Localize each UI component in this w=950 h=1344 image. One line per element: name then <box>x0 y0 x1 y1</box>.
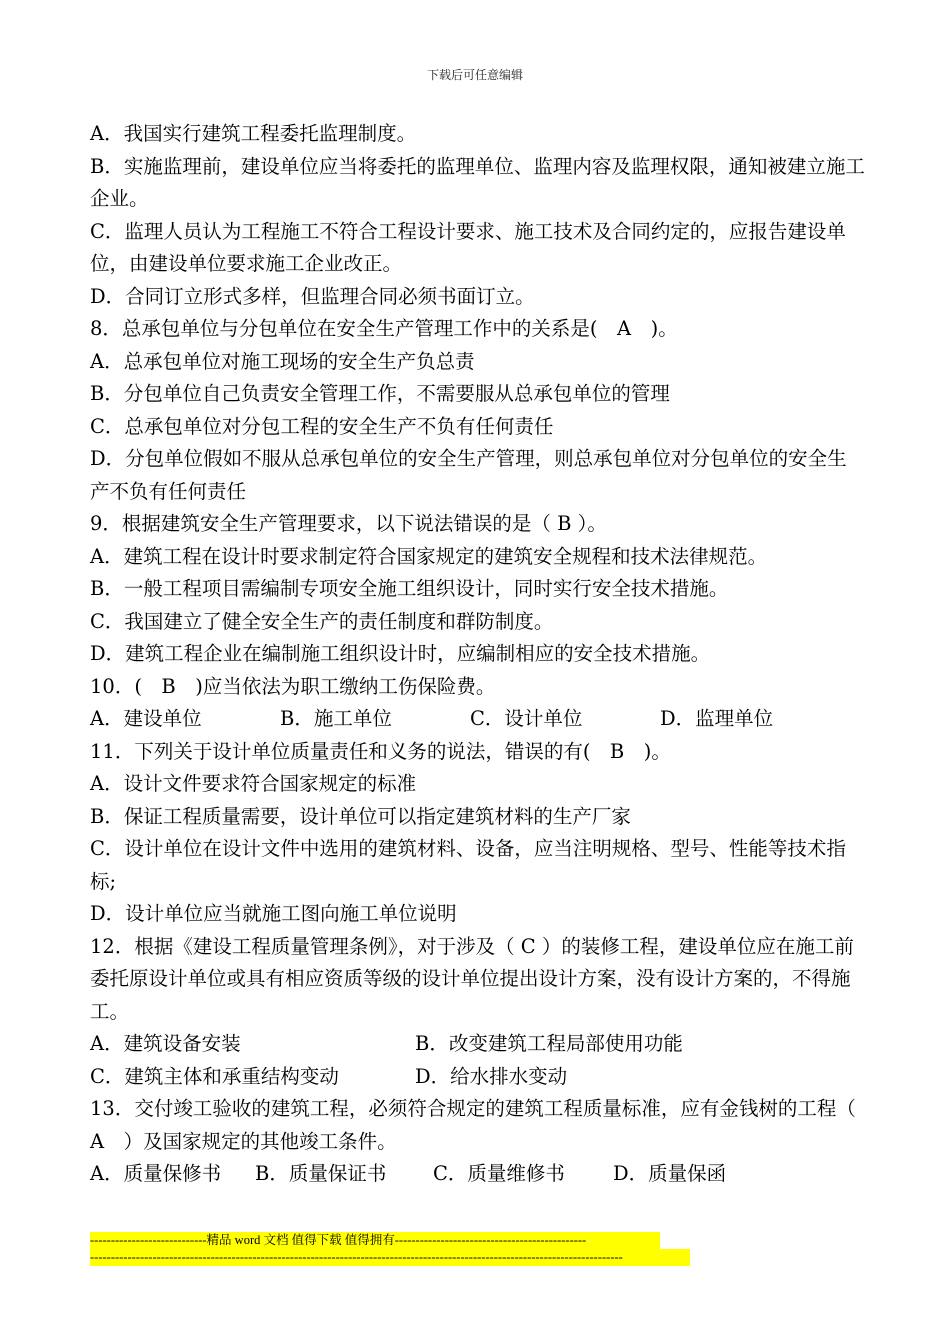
option-c: C．质量维修书 <box>433 1162 565 1185</box>
option-line: C．总承包单位对分包工程的安全生产不负有任何责任 <box>90 414 554 438</box>
question-13: 13．交付竣工验收的建筑工程，必须符合规定的建筑工程质量标准，应有金钱树的工程（ A ）及国家规定的其他竣工条件。 <box>90 1097 876 1153</box>
option-line: B．一般工程项目需编制专项安全施工组织设计，同时实行安全技术措施。 <box>90 577 729 600</box>
option-c: C．建筑主体和承重结构变动 <box>90 1064 339 1088</box>
option-line: D．建筑工程企业在编制施工组织设计时，应编制相应的安全技术措施。 <box>90 642 711 665</box>
option-line: B．分包单位自己负责安全管理工作，不需要服从总承包单位的管理 <box>90 382 670 405</box>
option-b: B．质量保证书 <box>255 1162 387 1185</box>
option-d: D．监理单位 <box>660 707 774 730</box>
document-body <box>90 118 876 1191</box>
footer-line: ----------------------------精品 word 文档 值得下载 值得拥有---------------------------------------------- <box>90 1232 660 1249</box>
page-header: 下载后可任意编辑 <box>426 68 523 82</box>
question-9: 9．根据建筑安全生产管理要求，以下说法错误的是（ B ）。 <box>90 512 607 535</box>
option-d: D．给水排水变动 <box>415 1064 568 1088</box>
question-10: 10．( B )应当依法为职工缴纳工伤保险费。 <box>90 674 496 698</box>
footer-banner <box>90 1232 690 1266</box>
option-line: C．我国建立了健全安全生产的责任制度和群防制度。 <box>90 609 554 633</box>
option-line: A．总承包单位对施工现场的安全生产负总责 <box>90 349 475 373</box>
option-c: C．设计单位 <box>470 707 583 730</box>
option-line: D．设计单位应当就施工图向施工单位说明 <box>90 902 457 925</box>
option-line: D．合同订立形式多样，但监理合同必须书面订立。 <box>90 284 535 308</box>
options-row <box>90 703 865 736</box>
option-line: B．实施监理前，建设单位应当将委托的监理单位、监理内容及监理权限，通知被建立施工企业。 <box>90 154 865 210</box>
option-line: C．设计单位在设计文件中选用的建筑材料、设备，应当注明规格、型号、性能等技术指标; <box>90 837 846 893</box>
option-line: A．建筑工程在设计时要求制定符合国家规定的建筑安全规程和技术法律规范。 <box>90 544 768 568</box>
option-a: A．质量保修书 <box>90 1162 222 1185</box>
options-row <box>90 1028 865 1061</box>
option-b: B．改变建筑工程局部使用功能 <box>415 1032 683 1055</box>
option-d: D．质量保函 <box>613 1162 727 1185</box>
option-line: D．分包单位假如不服从总承包单位的安全生产管理，则总承包单位对分包单位的安全生产不负有任何责任 <box>90 447 847 503</box>
options-row <box>90 1061 865 1094</box>
option-line: A．我国实行建筑工程委托监理制度。 <box>90 122 417 145</box>
option-a: A．建筑设备安装 <box>90 1032 241 1055</box>
footer-line: -------------------------------------------------------------------------------------------------------------------------------- <box>90 1249 690 1266</box>
option-line: B．保证工程质量需要，设计单位可以指定建筑材料的生产厂家 <box>90 804 631 828</box>
option-b: B．施工单位 <box>280 707 392 730</box>
option-line: C．监理人员认为工程施工不符合工程设计要求、施工技术及合同约定的，应报告建设单位，由建设单位要求施工企业改正。 <box>90 219 846 275</box>
question-11: 11．下列关于设计单位质量责任和义务的说法，错误的有( B )。 <box>90 739 671 763</box>
option-a: A．建设单位 <box>90 707 202 730</box>
question-8: 8．总承包单位与分包单位在安全生产管理工作中的关系是( A )。 <box>90 317 678 340</box>
question-12: 12．根据《建设工程质量管理条例》，对于涉及（ C ）的装修工程，建设单位应在施工前委托原设计单位或具有相应资质等级的设计单位提出设计方案，没有设计方案的，不得施工。 <box>90 934 854 1023</box>
options-row <box>90 1158 865 1191</box>
option-line: A．设计文件要求符合国家规定的标准 <box>90 772 417 795</box>
